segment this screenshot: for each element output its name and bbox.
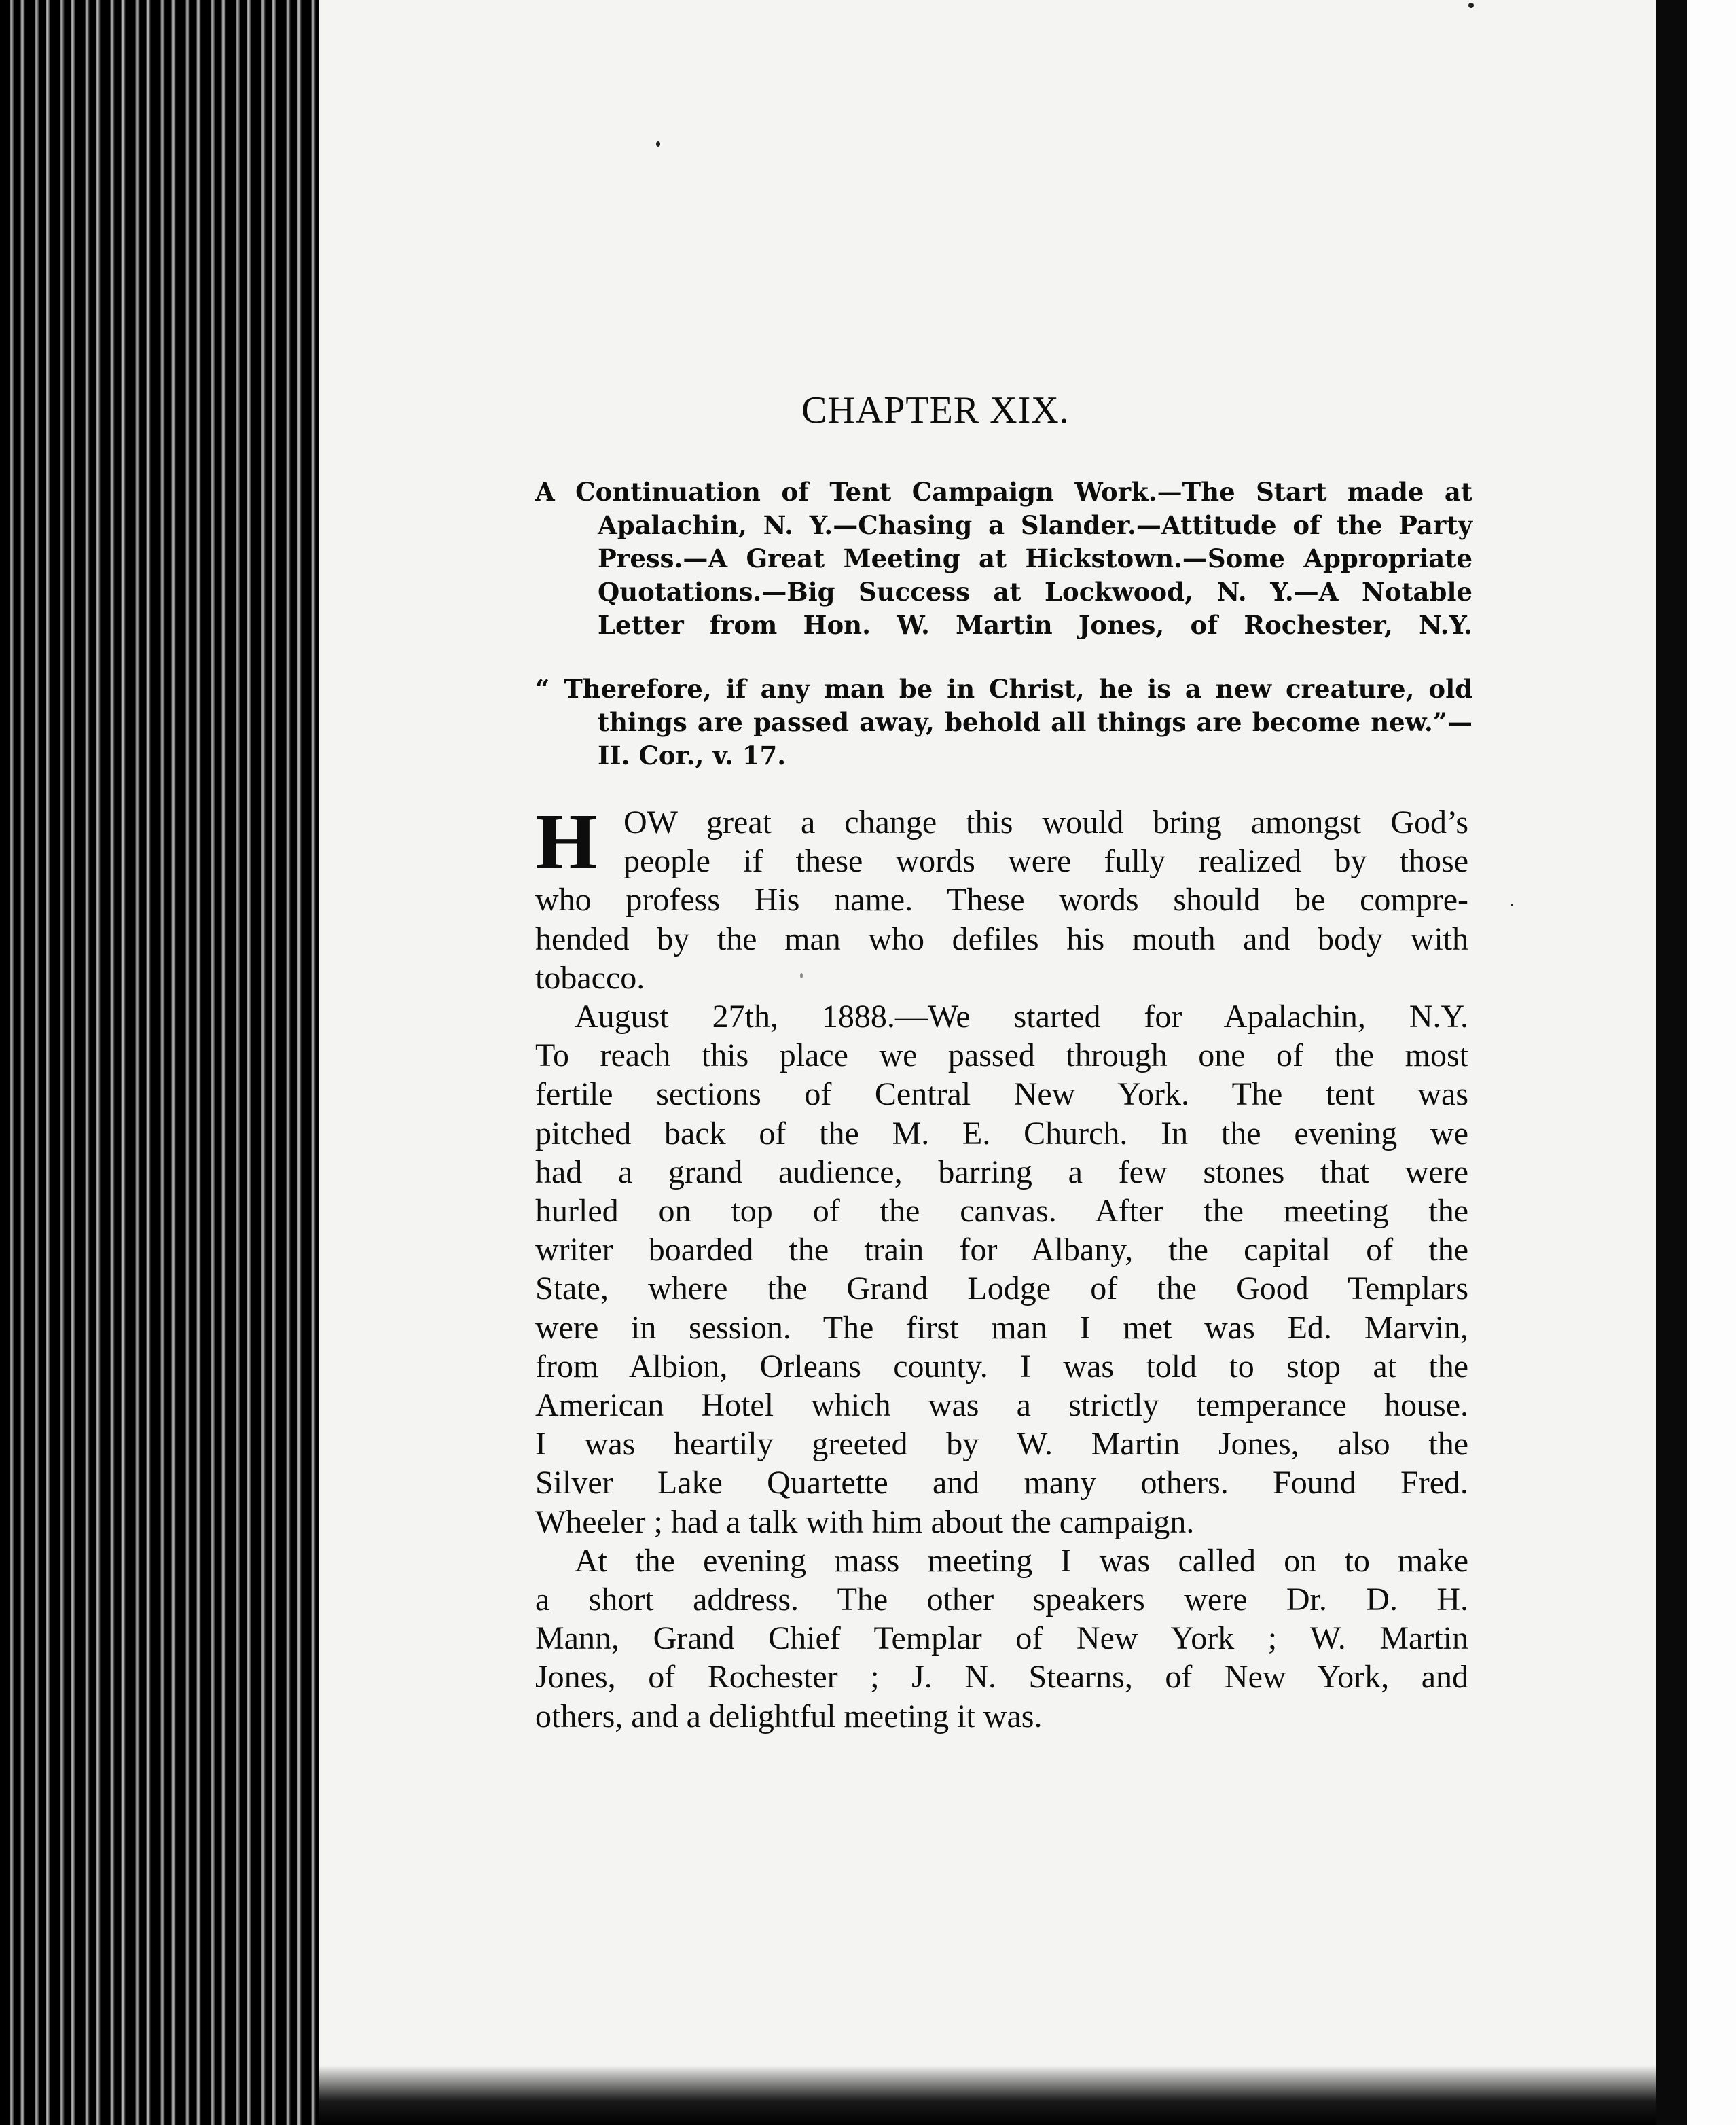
scan-speck: [1511, 904, 1513, 906]
text-line: August 27th, 1888.—We started for Apalachin, N.Y.: [575, 999, 1468, 1035]
scan-right-binding-shadow: [1656, 0, 1687, 2125]
text-line: Jones, of Rochester ; J. N. Stearns, of New York, and: [535, 1659, 1468, 1696]
text-line: tobacco.: [535, 959, 645, 996]
synopsis-line: Quotations.—Big Success at Lockwood, N. Y.—A Notable: [598, 577, 1472, 607]
text-line: who profess His name. These words should be compre-: [535, 882, 1468, 918]
chapter-synopsis: [535, 476, 1472, 642]
text-line: were in session. The first man I met was Ed. Marvin,: [535, 1309, 1468, 1346]
synopsis-line: Letter from Hon. W. Martin Jones, of Rochester, N.Y.: [598, 610, 1472, 640]
text-line: fertile sections of Central New York. The tent was: [535, 1076, 1468, 1113]
epigraph-quote: [535, 673, 1472, 772]
text-line: people if these words were fully realized by those: [623, 843, 1468, 880]
text-line: Wheeler ; had a talk with him about the campaign.: [535, 1503, 1195, 1540]
text-line: I was heartily greeted by W. Martin Jones, also the: [535, 1426, 1468, 1463]
text-line: State, where the Grand Lodge of the Good Templars: [535, 1270, 1468, 1307]
text-line: a short address. The other speakers were Dr. D. H.: [535, 1582, 1468, 1618]
text-line: American Hotel which was a strictly temperance house.: [535, 1387, 1468, 1424]
text-line: hurled on top of the canvas. After the meeting the: [535, 1193, 1468, 1230]
text-line: from Albion, Orleans county. I was told to stop at the: [535, 1348, 1468, 1385]
text-line: others, and a delightful meeting it was.: [535, 1698, 1043, 1734]
scan-speck: [1468, 3, 1474, 8]
book-page-edges: [0, 0, 319, 2125]
scan-speck: [656, 141, 660, 147]
paragraph-2: [535, 997, 1468, 1541]
text-line: OW great a change this would bring amongst God’s: [623, 804, 1468, 840]
drop-cap: H: [535, 797, 598, 886]
chapter-body: [535, 797, 1468, 1736]
paragraph-1: [535, 797, 1468, 997]
chapter-title: CHAPTER XIX.: [801, 389, 1070, 431]
synopsis-line: Press.—A Great Meeting at Hickstown.—Some Appropriate: [598, 543, 1472, 573]
page-bottom-shadow: [319, 2065, 1656, 2125]
epigraph-line: things are passed away, behold all things are become new.”—: [598, 707, 1472, 737]
synopsis-line: Apalachin, N. Y.—Chasing a Slander.—Attitude of the Party: [598, 510, 1472, 540]
epigraph-line: II. Cor., v. 17.: [598, 740, 786, 770]
text-line: To reach this place we passed through one of the most: [535, 1037, 1468, 1074]
text-line: pitched back of the M. E. Church. In the evening we: [535, 1115, 1468, 1151]
text-line: had a grand audience, barring a few stones that were: [535, 1154, 1468, 1190]
text-line: Mann, Grand Chief Templar of New York ; W. Martin: [535, 1620, 1468, 1657]
synopsis-line: A Continuation of Tent Campaign Work.—The Start made at: [535, 477, 1472, 507]
text-line: writer boarded the train for Albany, the capital of the: [535, 1232, 1468, 1268]
text-line: Silver Lake Quartette and many others. Found Fred.: [535, 1465, 1468, 1501]
scan-right-margin: [1687, 0, 1736, 2125]
text-line: At the evening mass meeting I was called on to make: [575, 1542, 1468, 1579]
paragraph-3: [535, 1541, 1468, 1736]
text-line: hended by the man who defiles his mouth and body with: [535, 921, 1468, 957]
epigraph-line: “ Therefore, if any man be in Christ, he is a new creature, old: [535, 674, 1472, 704]
